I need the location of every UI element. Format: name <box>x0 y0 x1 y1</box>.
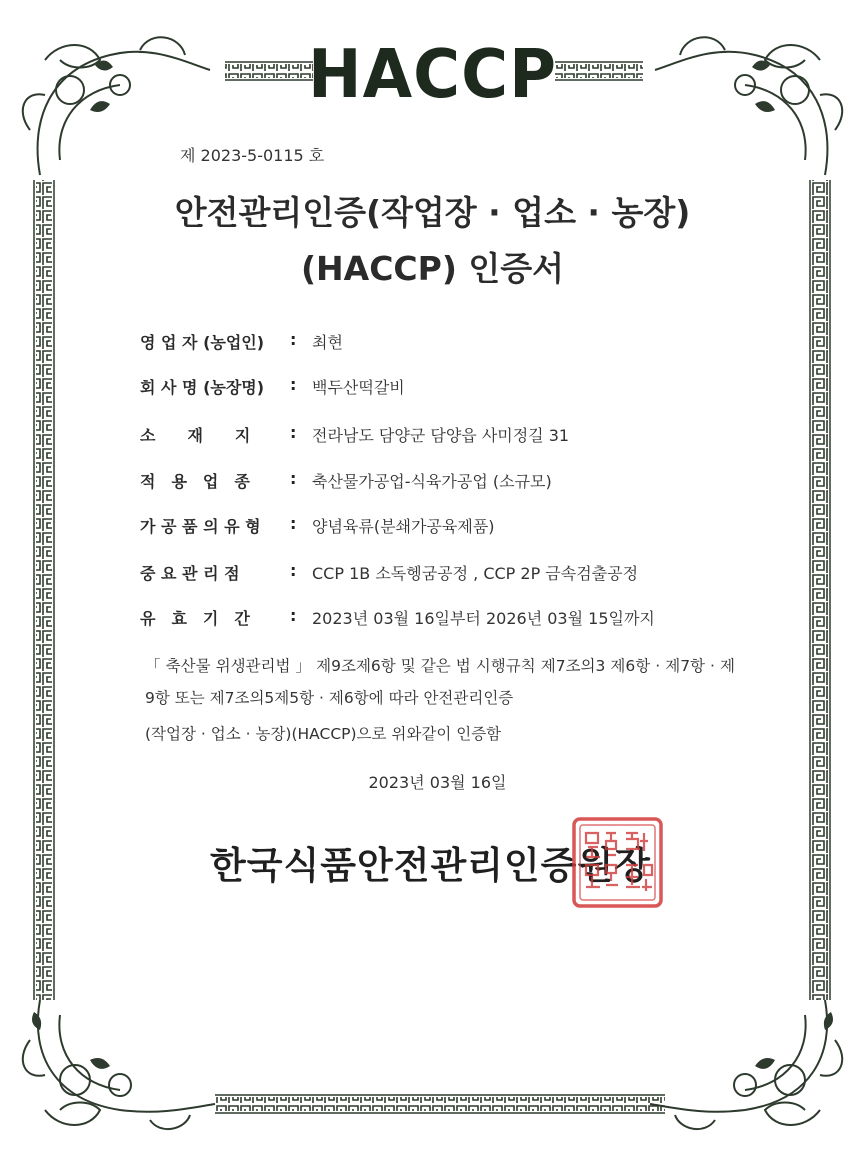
field-value: 양념육류(분쇄가공육제품) <box>312 517 495 536</box>
field-value: 최현 <box>312 333 343 352</box>
field-colon: : <box>290 469 297 488</box>
field-label: 중 요 관 리 점 <box>140 564 240 583</box>
field-colon: : <box>290 514 297 533</box>
field-label: 유 효 기 간 <box>140 609 250 628</box>
field-value: 백두산떡갈비 <box>312 378 405 397</box>
issuer-name: 한국식품안전관리인증원장 <box>210 844 651 887</box>
field-label: 적 용 업 종 <box>140 472 250 491</box>
field-label: 회 사 명 (농장명) <box>140 378 265 397</box>
certificate-title <box>0 185 865 297</box>
field-value: 축산물가공업-식육가공업 (소규모) <box>312 472 552 491</box>
field-colon: : <box>290 606 297 625</box>
official-seal-icon <box>570 815 665 910</box>
haccp-header-title: HACCP <box>308 36 557 114</box>
certificate-title-line2: (HACCP) 인증서 <box>300 249 565 288</box>
field-value: 2023년 03월 16일부터 2026년 03월 15일까지 <box>312 609 655 628</box>
field-label: 영 업 자 (농업인) <box>140 333 265 352</box>
certificate-title-line1: 안전관리인증(작업장 · 업소 · 농장) <box>174 193 691 232</box>
issue-date: 2023년 03월 16일 <box>368 773 507 792</box>
field-colon: : <box>290 330 297 349</box>
field-value: CCP 1B 소독헹굼공정 , CCP 2P 금속검출공정 <box>312 564 639 583</box>
field-colon: : <box>290 375 297 394</box>
certificate-number: 제 2023-5-0115 호 <box>180 146 325 165</box>
field-label: 소 재 지 <box>140 426 251 445</box>
field-colon: : <box>290 561 297 580</box>
field-label: 가 공 품 의 유 형 <box>140 517 261 536</box>
legal-statement: 「 축산물 위생관리법 」 제9조제6항 및 같은 법 시행규칙 제7조의3 제6항 · 제7항 · 제9항 또는 제7조의5제5항 · 제6항에 따라 안전관리인증 <box>145 657 735 707</box>
field-value: 전라남도 담양군 담양읍 사미정길 31 <box>312 426 570 445</box>
legal-statement-last-line: (작업장 · 업소 · 농장)(HACCP)으로 위와같이 인증함 <box>145 725 502 743</box>
field-colon: : <box>290 423 297 442</box>
